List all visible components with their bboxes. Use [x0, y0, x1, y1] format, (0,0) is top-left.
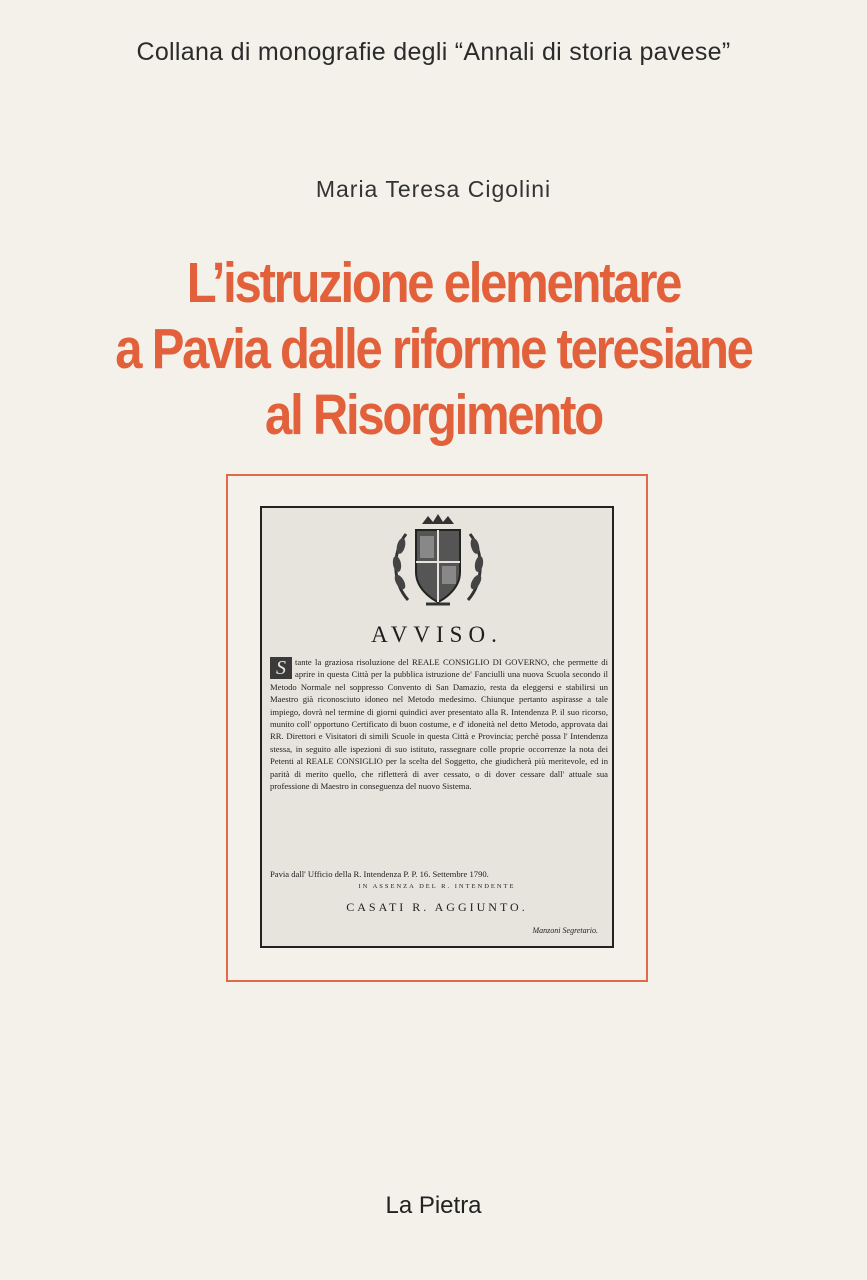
title-line-3: al Risorgimento	[265, 383, 602, 447]
notice-body	[270, 656, 608, 792]
notice-date-line: Pavia dall' Ufficio della R. Intendenza P. P. 16. Settembre 1790.	[270, 869, 489, 879]
notice-absence-line: IN ASSENZA DEL R. INTENDENTE	[358, 883, 516, 890]
notice-dropcap: S	[270, 657, 292, 679]
notice-heading: AVVISO.	[371, 622, 503, 647]
series-title: Collana di monografie degli “Annali di storia pavese”	[136, 38, 731, 66]
title-line-2: a Pavia dalle riforme teresiane	[115, 317, 752, 381]
publisher-name: La Pietra	[385, 1192, 482, 1219]
notice-body-text: tante la graziosa risoluzione del REALE CONSIGLIO DI GOVERNO, che permette di aprire in questa Città per la pubblica istruzione de' Fanciulli una nuova Scuola secondo il Metodo Normale nel soppresso Convento di San Damazio, resta da eleggersi e stabilirsi un Maestro già riconosciuto idoneo nel Metodo medesimo. Chiunque pertanto aspirasse a tale impiego, dovrà nel termine di giorni quindici aver presentato alla R. Intendenza P. il suo ricorso, munito coll' opportuno Certificato di buon costume, e d' idoneità nel detto Metodo, approvata dai RR. Direttori e Visitatori di simili Scuole in questa Città e Provincia; perchè possa l' Intendenza stessa, in seguito alle ispezioni di suo istituto, rassegnare colle proprie occorrenze la nota dei Petenti al REALE CONSIGLIO per la scelta del Soggetto, che giudicherà più meritevole, ed in parità di merito quello, che rifletterà di aver cessato, o di dover cessare dall' attuale sua professione di Maestro in conseguenza del nuovo Sistema.	[270, 657, 608, 792]
title-line-1: L’istruzione elementare	[186, 251, 681, 315]
notice-signature: CASATI R. AGGIUNTO.	[346, 900, 528, 914]
author-name: Maria Teresa Cigolini	[315, 176, 552, 202]
notice-secretary: Manzoni Segretario.	[532, 926, 598, 935]
historical-notice	[260, 506, 614, 948]
coat-of-arms-icon	[386, 512, 490, 616]
book-title	[61, 250, 807, 448]
